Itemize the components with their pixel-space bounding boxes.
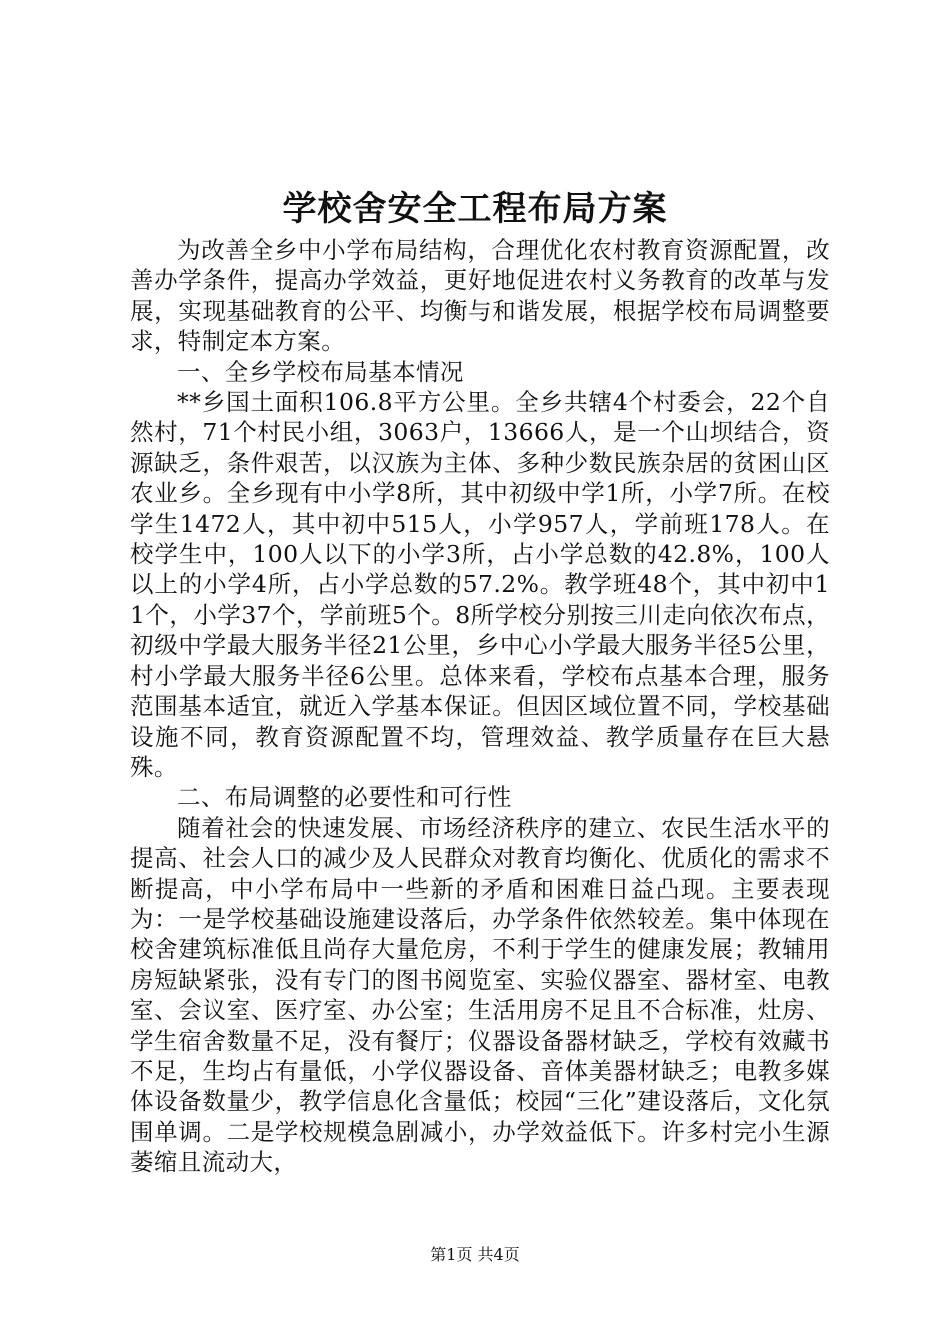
document-title: 学校舍安全工程布局方案 bbox=[282, 189, 668, 229]
section-2-paragraph: 随着社会的快速发展、市场经济秩序的建立、农民生活水平的提高、社会人口的减少及人民群众对教育均衡化、优质化的需求不断提高，中小学布局中一些新的矛盾和困难日益凸现。主要表现为：一是学校基础设施建设落后，办学条件依然较差。集中体现在校舍建筑标准低且尚存大量危房，不利于学生的健康发展；教辅用房短缺紧张，没有专门的图书阅览室、实验仪器室、器材室、电教室、会议室、医疗室、办公室；生活用房不足且不合标准，灶房、学生宿舍数量不足，没有餐厅；仪器设备器材缺乏，学校有效藏书不足，生均占有量低，小学仪器设备、音体美器材缺乏；电教多媒体设备数量少，教学信息化含量低；校园“三化”建设落后，文化氛围单调。二是学校规模急剧减小，办学效益低下。许多村完小生源萎缩且流动大， bbox=[130, 813, 830, 1177]
section-1-paragraph: **乡国土面积106.8平方公里。全乡共辖4个村委会，22个自然村，71个村民小组，3063户，13666人，是一个山坝结合，资源缺乏，条件艰苦，以汉族为主体、多种少数民族杂居的贫困山区农业乡。全乡现有中小学8所，其中初级中学1所，小学7所。在校学生1472人，其中初中515人，小学957人，学前班178人。在校学生中，100人以下的小学3所，占小学总数的42.8%，100人以上的小学4所，占小学总数的57.2%。教学班48个，其中初中11个，小学37个，学前班5个。8所学校分别按三川走向依次布点，初级中学最大服务半径21公里，乡中心小学最大服务半径5公里，村小学最大服务半径6公里。总体来看，学校布点基本合理，服务范围基本适宜，就近入学基本保证。但因区域位置不同，学校基础设施不同，教育资源配置不均，管理效益、教学质量存在巨大悬殊。 bbox=[130, 388, 830, 781]
section-heading-1: 一、全乡学校布局基本情况 bbox=[177, 357, 464, 386]
page-footer: 第1页 共4页 bbox=[430, 1245, 520, 1264]
document-body bbox=[130, 235, 830, 1178]
section-heading-2: 二、布局调整的必要性和可行性 bbox=[177, 783, 512, 812]
intro-paragraph: 为改善全乡中小学布局结构，合理优化农村教育资源配置，改善办学条件，提高办学效益，更好地促进农村义务教育的改革与发展，实现基础教育的公平、均衡与和谐发展，根据学校布局调整要求，特制定本方案。 bbox=[130, 236, 830, 356]
